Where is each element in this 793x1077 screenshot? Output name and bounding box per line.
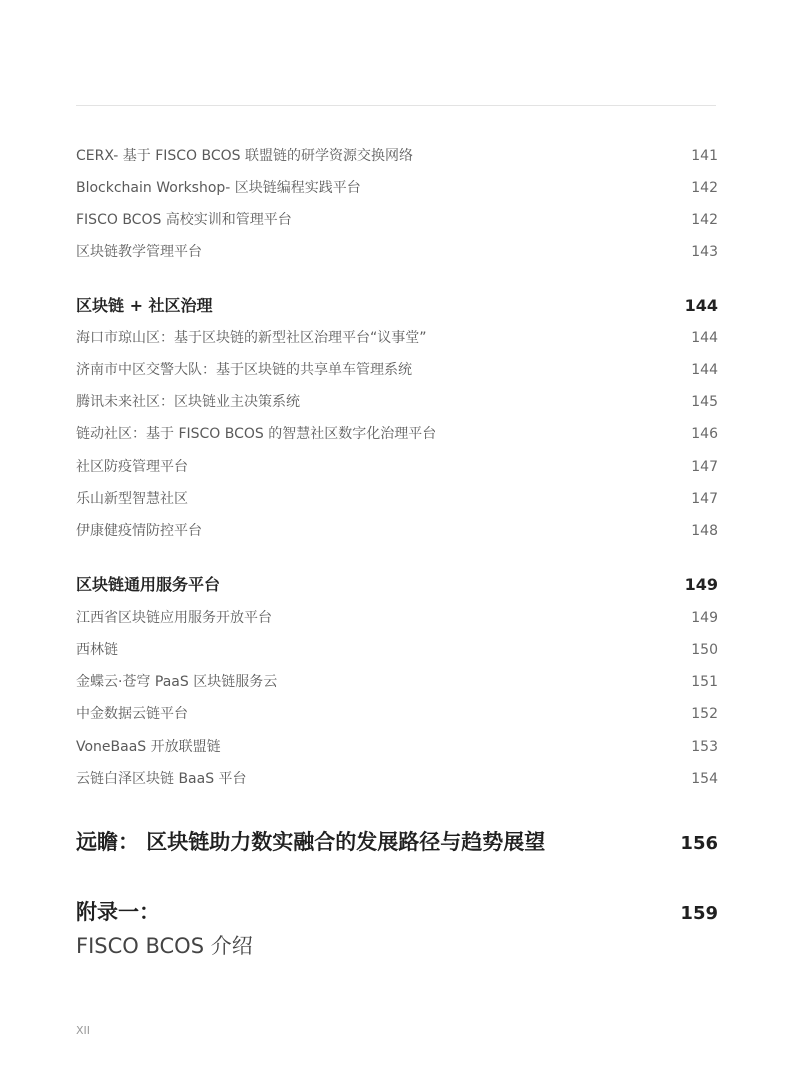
toc-entry[interactable] xyxy=(76,145,718,165)
toc-section-heading[interactable] xyxy=(76,293,718,316)
toc-entry-title: 链动社区：基于 FISCO BCOS 的智慧社区数字化治理平台 xyxy=(76,426,437,442)
toc-entry-page: 148 xyxy=(691,523,718,539)
toc-entry-page: 154 xyxy=(691,771,718,787)
toc-entry-title: 社区防疫管理平台 xyxy=(76,459,188,475)
toc-entry-page: 147 xyxy=(691,491,718,507)
toc-entry-title: 海口市琼山区：基于区块链的新型社区治理平台“议事堂” xyxy=(76,330,427,346)
toc-entry-title: 中金数据云链平台 xyxy=(76,706,188,722)
toc-entry[interactable] xyxy=(76,391,718,411)
toc-chapter-heading[interactable] xyxy=(76,826,718,856)
section-page: 144 xyxy=(684,296,718,315)
chapter-page: 156 xyxy=(680,833,718,854)
toc-entry-title: 区块链教学管理平台 xyxy=(76,244,202,260)
toc-entry-page: 142 xyxy=(691,212,718,228)
toc-entry[interactable] xyxy=(76,209,718,229)
chapter-title: 远瞻： 区块链助力数实融合的发展路径与趋势展望 xyxy=(76,830,546,854)
toc-entry-page: 141 xyxy=(691,148,718,164)
toc-entry-page: 149 xyxy=(691,610,718,626)
toc-entry-title: 西林链 xyxy=(76,642,118,658)
appendix-page: 159 xyxy=(680,903,718,924)
toc-entry[interactable] xyxy=(76,768,718,788)
toc-entry-title: Blockchain Workshop- 区块链编程实践平台 xyxy=(76,180,361,196)
toc-entry-title: 金蝶云·苍穹 PaaS 区块链服务云 xyxy=(76,674,278,690)
page-folio: XII xyxy=(76,1024,91,1037)
toc-entry[interactable] xyxy=(76,488,718,508)
toc-entry-page: 144 xyxy=(691,362,718,378)
toc-entry-title: 江西省区块链应用服务开放平台 xyxy=(76,610,272,626)
toc-entry-page: 144 xyxy=(691,330,718,346)
toc-entry-page: 142 xyxy=(691,180,718,196)
toc-entry[interactable] xyxy=(76,671,718,691)
toc-appendix-heading[interactable] xyxy=(76,896,718,926)
appendix-subtitle: FISCO BCOS 介绍 xyxy=(76,934,253,958)
toc-entry-title: FISCO BCOS 高校实训和管理平台 xyxy=(76,212,292,228)
toc-entry-title: VoneBaaS 开放联盟链 xyxy=(76,739,221,755)
toc-entry-page: 147 xyxy=(691,459,718,475)
toc-entry-page: 143 xyxy=(691,244,718,260)
toc-entry-title: 伊康健疫情防控平台 xyxy=(76,523,202,539)
toc-entry-title: 云链白泽区块链 BaaS 平台 xyxy=(76,771,247,787)
toc-entry[interactable] xyxy=(76,736,718,756)
toc-entry-page: 150 xyxy=(691,642,718,658)
toc-entry[interactable] xyxy=(76,327,718,347)
toc-entry-page: 145 xyxy=(691,394,718,410)
toc-entry[interactable] xyxy=(76,423,718,443)
toc-entry-title: CERX- 基于 FISCO BCOS 联盟链的研学资源交换网络 xyxy=(76,148,413,164)
toc-entry[interactable] xyxy=(76,607,718,627)
section-title: 区块链通用服务平台 xyxy=(76,575,221,594)
toc-section-heading[interactable] xyxy=(76,572,718,595)
toc-entry-page: 151 xyxy=(691,674,718,690)
toc-entry[interactable] xyxy=(76,520,718,540)
toc-entry[interactable] xyxy=(76,456,718,476)
appendix-title: 附录一： xyxy=(76,900,160,924)
toc-entry[interactable] xyxy=(76,639,718,659)
header-rule xyxy=(76,105,716,106)
section-title: 区块链 + 社区治理 xyxy=(76,296,213,315)
toc-entry[interactable] xyxy=(76,177,718,197)
toc-entry[interactable] xyxy=(76,703,718,723)
section-page: 149 xyxy=(684,575,718,594)
toc-entry-title: 腾讯未来社区：区块链业主决策系统 xyxy=(76,394,300,410)
toc-entry-title: 乐山新型智慧社区 xyxy=(76,491,188,507)
toc-entry-page: 146 xyxy=(691,426,718,442)
toc-entry-page: 152 xyxy=(691,706,718,722)
toc-entry[interactable] xyxy=(76,359,718,379)
toc-entry-title: 济南市中区交警大队：基于区块链的共享单车管理系统 xyxy=(76,362,412,378)
toc-entry[interactable] xyxy=(76,241,718,261)
toc-entry-page: 153 xyxy=(691,739,718,755)
